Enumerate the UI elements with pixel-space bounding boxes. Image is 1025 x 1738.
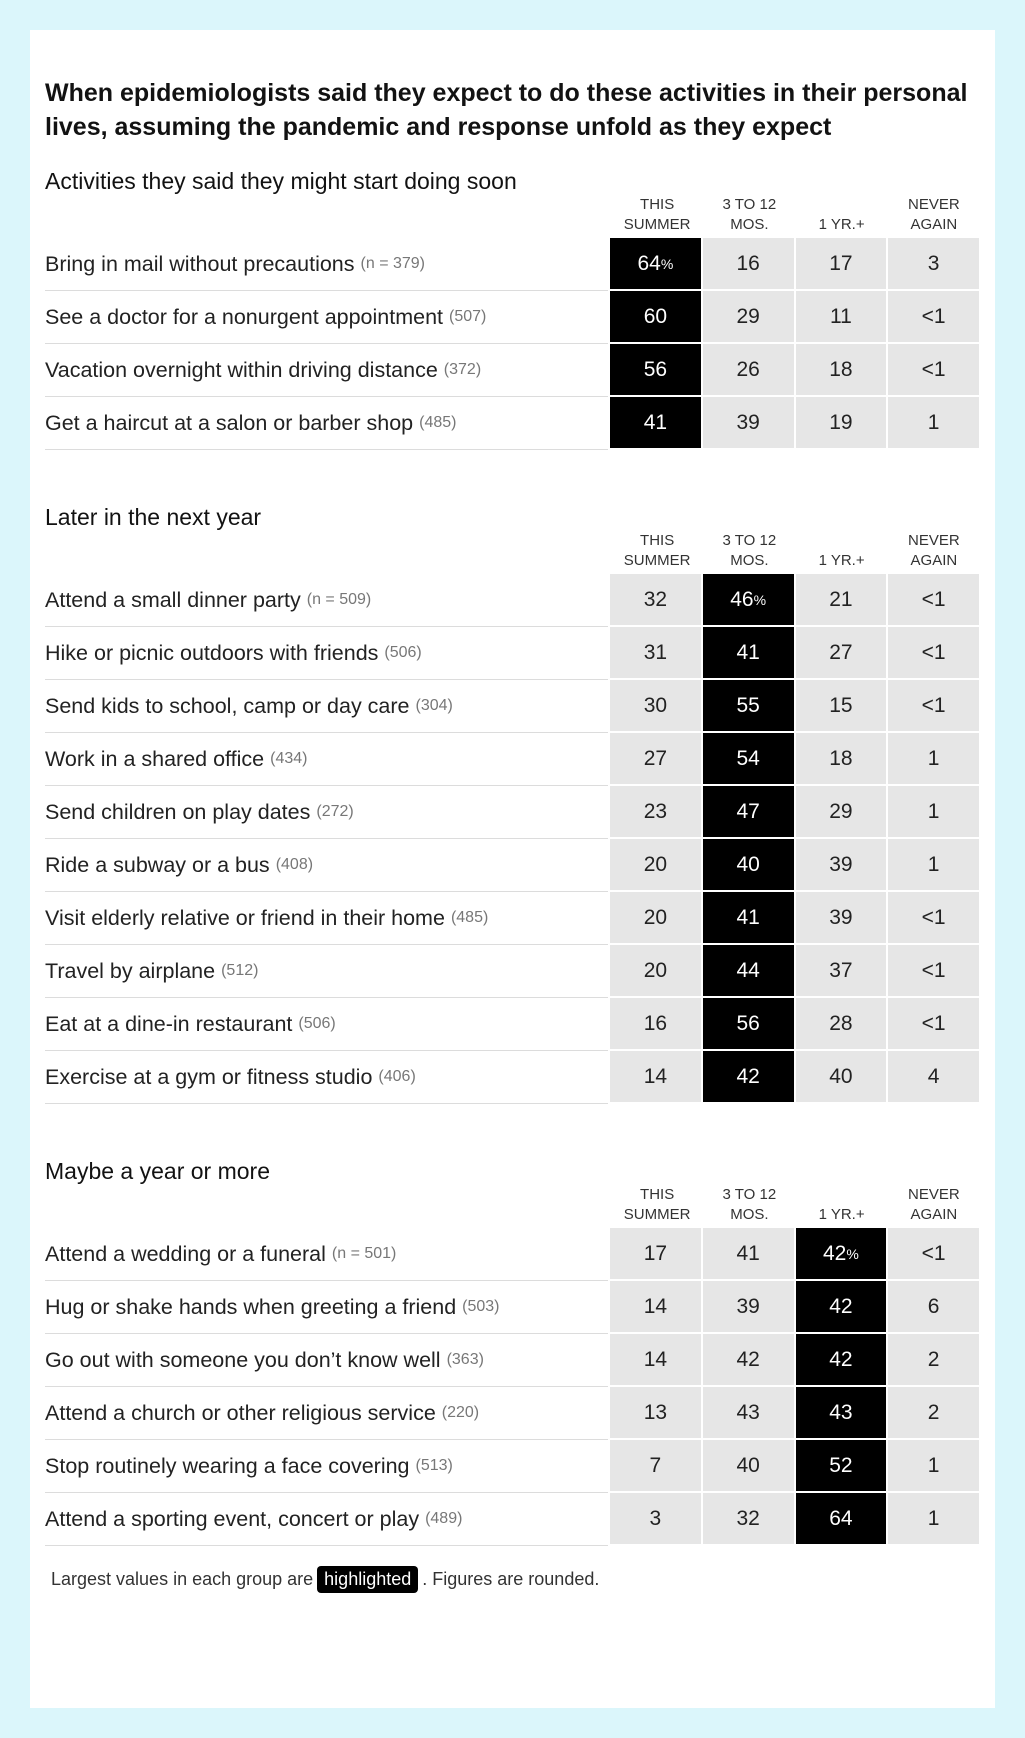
cell-value: <1 (921, 304, 946, 328)
table-row (45, 1493, 979, 1546)
column-header-line: NEVER (908, 1186, 960, 1203)
cell-value: 30 (643, 693, 668, 717)
table-row (45, 291, 979, 344)
cell-value: 17 (643, 1241, 668, 1265)
cell-value: 41 (736, 905, 760, 929)
value-cell (888, 892, 979, 943)
column-header (612, 195, 702, 238)
activity-name: Hike or picnic outdoors with friends (45, 640, 379, 665)
value-cell (610, 892, 701, 943)
activity-name: See a doctor for a nonurgent appointment (45, 304, 444, 329)
column-header (612, 531, 702, 574)
respondent-count: (272) (316, 803, 354, 820)
activity-name: Visit elderly relative or friend in their home (45, 905, 445, 930)
cell-value: 42 (736, 1347, 760, 1371)
cell-value: 64 (829, 1506, 853, 1530)
column-header-line: THIS (640, 532, 675, 549)
row-label (45, 574, 608, 627)
activity-name: Vacation overnight within driving distance (45, 357, 438, 382)
table-section (45, 504, 979, 1104)
value-cell (888, 1387, 979, 1438)
table-section (45, 168, 979, 450)
value-cell (610, 998, 701, 1049)
column-header (797, 1185, 887, 1228)
value-cell (610, 733, 701, 784)
value-cell (888, 786, 979, 837)
value-cell (703, 839, 794, 890)
cell-value: 39 (736, 1294, 760, 1318)
column-header-line: 3 TO 12 (722, 196, 777, 213)
activity-name: Hug or shake hands when greeting a friend (45, 1294, 457, 1319)
value-cell (796, 1493, 887, 1544)
cell-value: 23 (643, 799, 668, 823)
cell-value: 13 (643, 1400, 668, 1424)
activity-name: Attend a church or other religious service (45, 1400, 436, 1425)
cell-value: 64 (637, 251, 661, 275)
column-header (612, 1185, 702, 1228)
cell-value: 27 (643, 746, 668, 770)
column-header-line: SUMMER (623, 216, 691, 233)
value-cell (703, 574, 794, 625)
cell-value: 47 (736, 799, 760, 823)
value-cell (796, 998, 887, 1049)
table-row (45, 1387, 979, 1440)
column-header-line: AGAIN (910, 552, 958, 569)
cell-value: 20 (643, 905, 668, 929)
value-cell (703, 733, 794, 784)
value-cell (703, 238, 794, 289)
cell-value: 41 (736, 640, 760, 664)
column-header-line: 1 YR.+ (818, 216, 865, 233)
table-row (45, 1440, 979, 1493)
section-header (45, 1158, 979, 1228)
section-title: Maybe a year or more (45, 1158, 270, 1184)
column-header (704, 531, 794, 574)
value-cell (703, 1493, 794, 1544)
cell-value: <1 (921, 1011, 946, 1035)
respondent-count: (434) (270, 750, 308, 767)
cell-value: 56 (736, 1011, 760, 1035)
value-cell (610, 574, 701, 625)
value-cell (888, 238, 979, 289)
value-cell (703, 892, 794, 943)
value-cell (888, 1334, 979, 1385)
value-cell (610, 397, 701, 448)
cell-value: <1 (921, 640, 946, 664)
cell-value: <1 (921, 693, 946, 717)
value-cell (888, 574, 979, 625)
table-row (45, 344, 979, 397)
highlight-legend-tag: highlighted (317, 1566, 418, 1593)
cell-value: 29 (736, 304, 760, 328)
value-cell (796, 291, 887, 342)
value-cell (888, 1493, 979, 1544)
activity-name: Attend a sporting event, concert or play (45, 1506, 420, 1531)
footer-note (51, 1566, 599, 1593)
row-label (45, 397, 608, 450)
cell-value: 14 (643, 1064, 668, 1088)
value-cell (703, 397, 794, 448)
respondent-count: (n = 509) (306, 591, 372, 608)
cell-value: 15 (829, 693, 853, 717)
respondent-count: (506) (384, 644, 422, 661)
column-header-line (797, 1185, 887, 1205)
table-row (45, 892, 979, 945)
page-title: When epidemiologists said they expect to do these activities in their personal lives, assuming the pandemic and response unfold as they expect (45, 79, 968, 141)
column-header (797, 531, 887, 574)
value-cell (703, 1334, 794, 1385)
cell-value: 42 (829, 1294, 853, 1318)
cell-value: 1 (927, 1506, 940, 1530)
activity-name: Stop routinely wearing a face covering (45, 1453, 410, 1478)
cell-value: 26 (736, 357, 760, 381)
value-cell (610, 839, 701, 890)
column-header-line: SUMMER (623, 1206, 691, 1223)
value-cell (888, 733, 979, 784)
row-label (45, 291, 608, 344)
respondent-count: (512) (221, 962, 259, 979)
value-cell (610, 1228, 701, 1279)
row-label (45, 238, 608, 291)
cell-value: 1 (927, 746, 940, 770)
table-row (45, 574, 979, 627)
cell-value: 39 (829, 852, 853, 876)
respondent-count: (n = 379) (360, 255, 425, 272)
cell-value: 1 (927, 1453, 940, 1477)
value-cell (796, 892, 887, 943)
section-title: Later in the next year (45, 504, 262, 530)
cell-value: 28 (829, 1011, 853, 1035)
respondent-count: (408) (275, 856, 314, 873)
value-cell (796, 733, 887, 784)
row-label (45, 627, 608, 680)
cell-value: 56 (643, 357, 668, 381)
cell-value: 19 (829, 410, 853, 434)
value-cell (610, 1281, 701, 1332)
value-cell (796, 839, 887, 890)
value-cell (703, 680, 794, 731)
respondent-count: (485) (450, 909, 489, 926)
table-row (45, 839, 979, 892)
table-row (45, 1281, 979, 1334)
cell-value: 1 (927, 852, 940, 876)
table-row (45, 945, 979, 998)
row-label (45, 1281, 608, 1334)
respondent-count: (220) (441, 1404, 480, 1421)
cell-value: <1 (921, 958, 946, 982)
respondent-count: (363) (446, 1351, 484, 1368)
cell-value: 4 (927, 1064, 940, 1088)
column-header-line: SUMMER (623, 552, 691, 569)
cell-value: 54 (736, 746, 760, 770)
row-label (45, 1334, 608, 1387)
cell-value: 40 (736, 1453, 760, 1477)
value-cell (796, 238, 887, 289)
column-header-line (797, 531, 887, 551)
respondent-count: (406) (378, 1068, 416, 1085)
value-cell (796, 1051, 887, 1102)
cell-value: 43 (736, 1400, 760, 1424)
value-cell (610, 1387, 701, 1438)
value-cell (888, 945, 979, 996)
value-cell (796, 627, 887, 678)
activity-name: Ride a subway or a bus (45, 852, 270, 877)
value-cell (888, 344, 979, 395)
cell-value: 11 (829, 304, 852, 328)
activity-name: Go out with someone you don’t know well (45, 1347, 441, 1372)
value-cell (703, 1281, 794, 1332)
value-cell (796, 1387, 887, 1438)
cell-value: 55 (736, 693, 760, 717)
table-row (45, 786, 979, 839)
row-label (45, 998, 608, 1051)
cell-value: 42 (736, 1064, 760, 1088)
column-header (704, 1185, 794, 1228)
value-cell (796, 397, 887, 448)
row-label (45, 680, 608, 733)
value-cell (703, 786, 794, 837)
cell-value: 16 (736, 251, 760, 275)
cell-value: 17 (829, 251, 853, 275)
section-header (45, 168, 979, 238)
column-header (797, 195, 887, 238)
column-header (889, 195, 979, 238)
cell-value: 43 (829, 1400, 853, 1424)
cell-value: 60 (643, 304, 668, 328)
respondent-count: (506) (298, 1015, 336, 1032)
cell-value: 2 (927, 1400, 940, 1424)
cell-value: 6 (927, 1294, 940, 1318)
table-row (45, 1228, 979, 1281)
value-cell (610, 1440, 701, 1491)
column-header-line: THIS (640, 1186, 675, 1203)
cell-value: 2 (927, 1347, 940, 1371)
cell-value: 16 (643, 1011, 668, 1035)
activity-name: Eat at a dine-in restaurant (45, 1011, 293, 1036)
cell-value: 32 (643, 587, 668, 611)
cell-value: 18 (829, 357, 853, 381)
column-header-line: MOS. (730, 552, 769, 569)
value-cell (796, 786, 887, 837)
cell-value: 14 (643, 1347, 668, 1371)
cell-value: 29 (829, 799, 853, 823)
table-row (45, 627, 979, 680)
cell-value: 37 (829, 958, 853, 982)
value-cell (888, 291, 979, 342)
cell-value: 21 (829, 587, 853, 611)
table-row (45, 238, 979, 291)
value-cell (796, 1281, 887, 1332)
value-cell (610, 1334, 701, 1385)
value-cell (703, 1228, 794, 1279)
value-cell (610, 238, 701, 289)
value-cell (888, 627, 979, 678)
respondent-count: (n = 501) (331, 1245, 397, 1262)
cell-value: 44 (736, 958, 760, 982)
value-cell (703, 627, 794, 678)
table-row (45, 397, 979, 450)
value-cell (796, 1440, 887, 1491)
activity-name: Send kids to school, camp or day care (45, 693, 410, 718)
activity-name: Attend a small dinner party (45, 587, 301, 612)
cell-value: 1 (927, 410, 940, 434)
table-rows (45, 574, 979, 1104)
value-cell (796, 344, 887, 395)
cell-value: 20 (643, 958, 668, 982)
value-cell (888, 998, 979, 1049)
value-cell (888, 1051, 979, 1102)
cell-value: 31 (643, 640, 668, 664)
table-groups (45, 168, 979, 1546)
value-cell (888, 839, 979, 890)
value-cell (796, 945, 887, 996)
value-cell (610, 945, 701, 996)
activity-name: Attend a wedding or a funeral (45, 1241, 326, 1266)
value-cell (703, 1387, 794, 1438)
value-cell (888, 680, 979, 731)
cell-value: <1 (921, 357, 946, 381)
table-row (45, 998, 979, 1051)
value-cell (703, 945, 794, 996)
section-header (45, 504, 979, 574)
column-header-line: NEVER (908, 196, 960, 213)
cell-value: 40 (736, 852, 760, 876)
value-cell (610, 627, 701, 678)
table-rows (45, 1228, 979, 1546)
value-cell (796, 1334, 887, 1385)
value-cell (703, 344, 794, 395)
row-label (45, 786, 608, 839)
table-row (45, 1051, 979, 1104)
activity-name: Bring in mail without precautions (45, 251, 355, 276)
respondent-count: (485) (419, 414, 457, 431)
footer-text-after: . Figures are rounded. (422, 1569, 600, 1589)
value-cell (703, 1051, 794, 1102)
percent-sign: % (660, 255, 674, 272)
value-cell (610, 680, 701, 731)
percent-sign: % (753, 591, 767, 608)
cell-value: 27 (829, 640, 853, 664)
column-header (889, 1185, 979, 1228)
value-cell (888, 1228, 979, 1279)
row-label (45, 1387, 608, 1440)
table-card (30, 30, 995, 1708)
cell-value: 32 (736, 1506, 760, 1530)
activity-name: Travel by airplane (45, 958, 216, 983)
table-section (45, 1158, 979, 1546)
cell-value: <1 (921, 1241, 946, 1265)
activity-name: Get a haircut at a salon or barber shop (45, 410, 414, 435)
value-cell (610, 1051, 701, 1102)
column-header-line: 3 TO 12 (722, 532, 777, 549)
column-header (704, 195, 794, 238)
row-label (45, 733, 608, 786)
row-label (45, 839, 608, 892)
column-header-line: 1 YR.+ (818, 1206, 865, 1223)
cell-value: 52 (829, 1453, 853, 1477)
row-label (45, 1051, 608, 1104)
value-cell (888, 1281, 979, 1332)
value-cell (703, 291, 794, 342)
table-row (45, 680, 979, 733)
cell-value: 39 (736, 410, 760, 434)
column-header-line (797, 195, 887, 215)
table-row (45, 733, 979, 786)
respondent-count: (513) (415, 1457, 453, 1474)
column-header-line: THIS (640, 196, 675, 213)
value-cell (796, 574, 887, 625)
column-header-line: 1 YR.+ (818, 552, 865, 569)
row-label (45, 1228, 608, 1281)
column-header-line: AGAIN (910, 216, 958, 233)
cell-value: 41 (736, 1241, 760, 1265)
value-cell (796, 1228, 887, 1279)
value-cell (610, 786, 701, 837)
cell-value: 7 (649, 1453, 662, 1477)
percent-sign: % (846, 1245, 859, 1262)
respondent-count: (304) (415, 697, 453, 714)
cell-value: 18 (829, 746, 853, 770)
activity-name: Exercise at a gym or fitness studio (45, 1064, 373, 1089)
column-header (889, 531, 979, 574)
column-header-line: MOS. (730, 1206, 769, 1223)
cell-value: 1 (927, 799, 940, 823)
value-cell (888, 1440, 979, 1491)
respondent-count: (489) (425, 1510, 463, 1527)
column-header-line: NEVER (908, 532, 960, 549)
cell-value: 46 (730, 587, 754, 611)
cell-value: 42 (822, 1241, 847, 1265)
value-cell (703, 1440, 794, 1491)
table-rows (45, 238, 979, 450)
row-label (45, 1493, 608, 1546)
cell-value: 39 (829, 905, 853, 929)
cell-value: 40 (829, 1064, 853, 1088)
row-label (45, 892, 608, 945)
table-row (45, 1334, 979, 1387)
value-cell (610, 344, 701, 395)
cell-value: 3 (649, 1506, 662, 1530)
row-label (45, 344, 608, 397)
column-header-line: AGAIN (910, 1206, 958, 1223)
respondent-count: (507) (449, 308, 487, 325)
value-cell (610, 291, 701, 342)
cell-value: 3 (927, 251, 940, 275)
cell-value: 14 (643, 1294, 668, 1318)
activity-name: Work in a shared office (45, 746, 265, 771)
respondent-count: (503) (462, 1298, 500, 1315)
cell-value: 20 (643, 852, 668, 876)
activity-name: Send children on play dates (45, 799, 311, 824)
cell-value: <1 (921, 905, 946, 929)
value-cell (888, 397, 979, 448)
cell-value: 42 (829, 1347, 853, 1371)
section-title: Activities they said they might start doing soon (45, 168, 517, 194)
footer-text-before: Largest values in each group are (51, 1569, 314, 1589)
value-cell (796, 680, 887, 731)
column-header-line: MOS. (730, 216, 769, 233)
row-label (45, 1440, 608, 1493)
value-cell (610, 1493, 701, 1544)
cell-value: 41 (643, 410, 668, 434)
value-cell (703, 998, 794, 1049)
cell-value: <1 (921, 587, 946, 611)
row-label (45, 945, 608, 998)
respondent-count: (372) (443, 361, 482, 378)
column-header-line: 3 TO 12 (722, 1186, 777, 1203)
